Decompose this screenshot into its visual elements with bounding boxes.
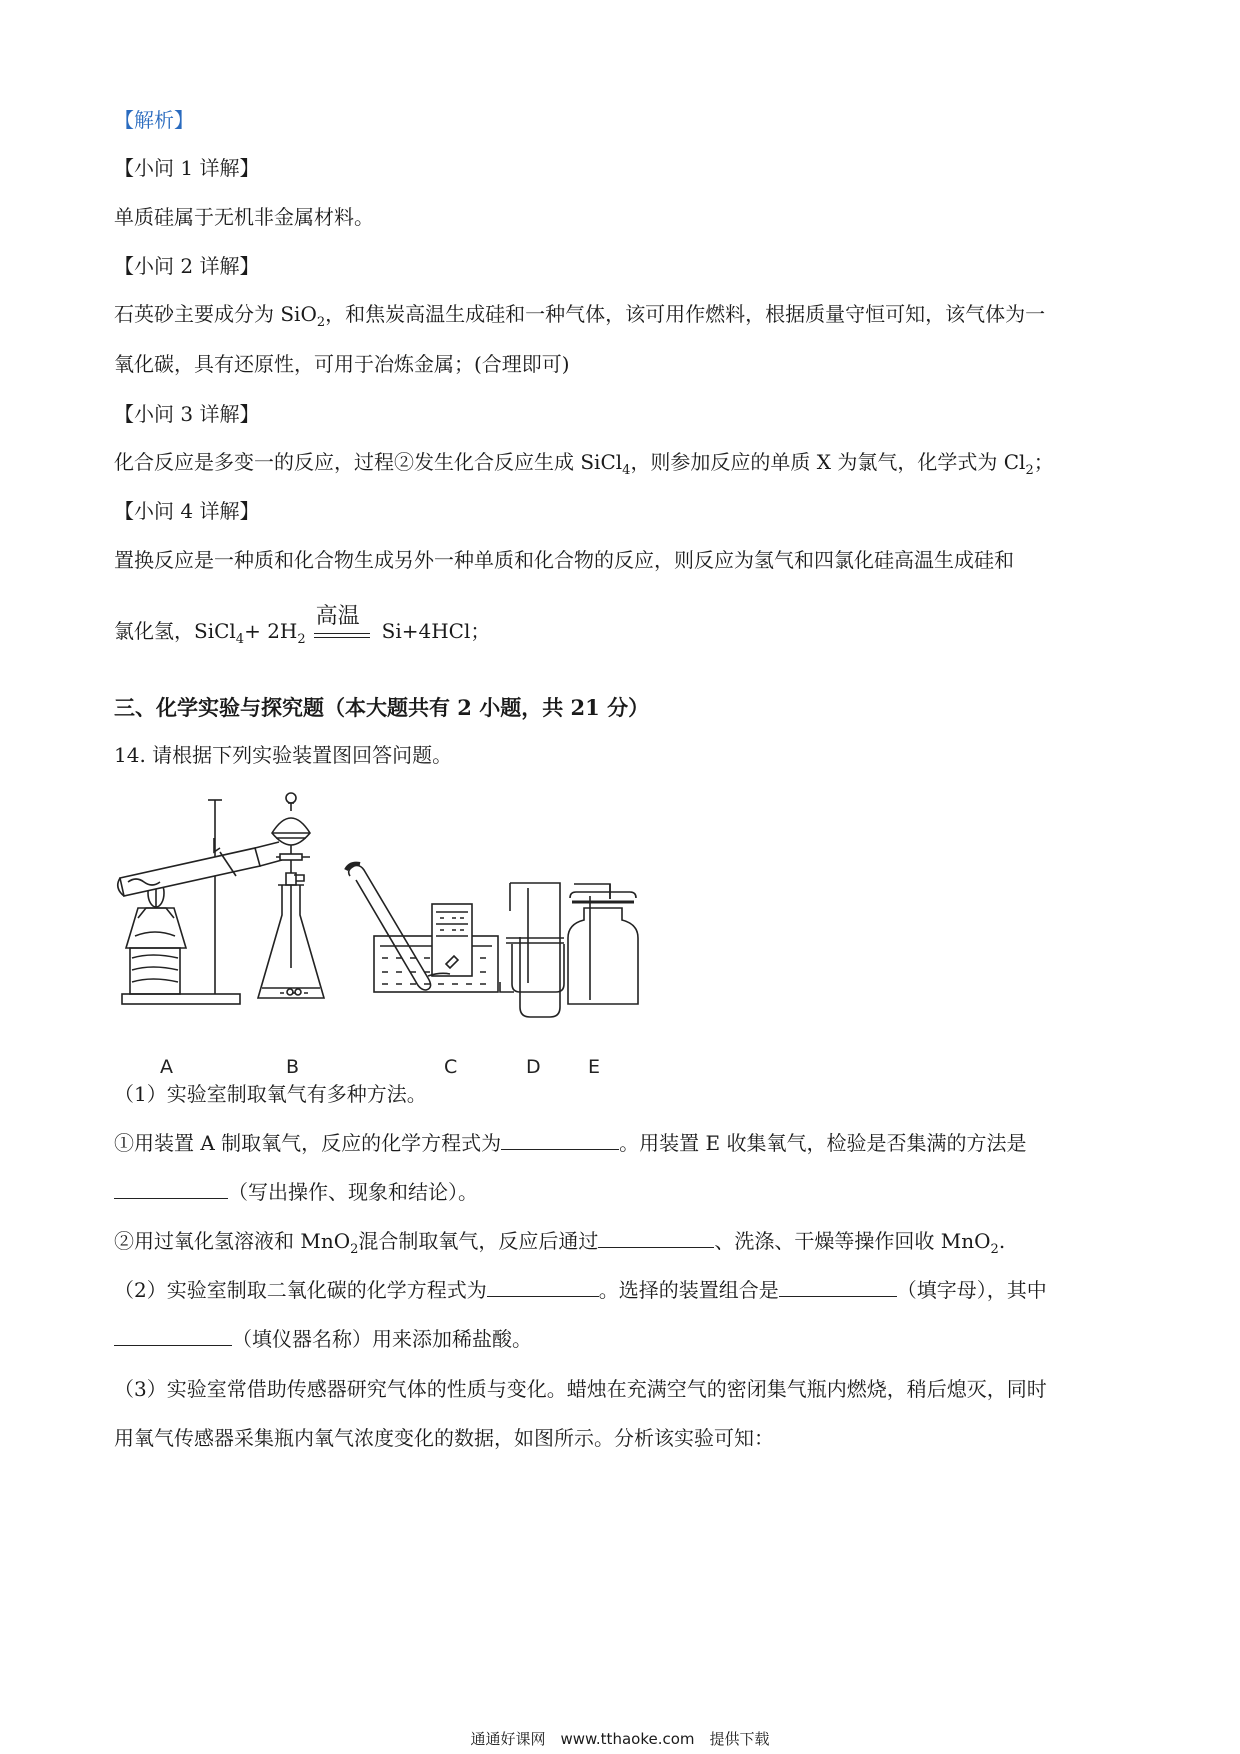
q14-part2: （2）实验室制取二氧化碳的化学方程式为 。选择的装置组合是 （填字母），其中 xyxy=(114,1278,1047,1302)
reaction-condition: 高温 xyxy=(315,603,360,629)
sub2-paragraph-1: 石英砂主要成分为 SiO$_2$，和焦炭高温生成硅和一种气体，该可用作燃料，根据质量守恒可知，该气体为一 xyxy=(114,302,1046,330)
sub4-equation: 氯化氢，SiCl$_4$+ $2H_2$ 高温 Si+4HCl； xyxy=(114,603,491,647)
page-footer: 通通好课网 www.tthaoke.com 提供下载 xyxy=(470,1730,770,1748)
answer-blank-1[interactable] xyxy=(501,1129,619,1150)
section-heading: 三、化学实验与探究题（本大题共有 2 小题，共 21 分） xyxy=(114,695,650,720)
sub3-paragraph: 化合反应是多变一的反应，过程②发生化合反应生成 SiCl$_4$，则参加反应的单质 X 为氯气，化学式为 $Cl_2$； xyxy=(114,450,1054,478)
q14-part2-cont: （填仪器名称）用来添加稀盐酸。 xyxy=(114,1325,532,1353)
answer-blank-4[interactable] xyxy=(487,1276,599,1297)
apparatus-c xyxy=(346,864,498,992)
sub4-paragraph-1: 置换反应是一种质和化合物生成另外一种单质和化合物的反应，则反应为氢气和四氯化硅高温生成硅和 xyxy=(114,548,1014,572)
analysis-tag: 【解析】 xyxy=(114,108,194,132)
answer-blank-3[interactable] xyxy=(598,1227,714,1248)
sub2-title: 【小问 2 详解】 xyxy=(114,254,260,278)
q14-part3: （3）实验室常借助传感器研究气体的性质与变化。蜡烛在充满空气的密闭集气瓶内燃烧，稍后熄灭，同时 xyxy=(114,1377,1047,1401)
label-b: B xyxy=(286,1056,300,1078)
answer-blank-5[interactable] xyxy=(779,1276,897,1297)
answer-blank-6[interactable] xyxy=(114,1325,232,1346)
sub2-paragraph-2: 氧化碳，具有还原性，可用于冶炼金属；(合理即可) xyxy=(114,352,570,376)
label-c: C xyxy=(444,1056,458,1078)
sub3-title: 【小问 3 详解】 xyxy=(114,402,260,426)
q14-stem: 14. 请根据下列实验装置图回答问题。 xyxy=(114,743,453,767)
q14-part3-cont: 用氧气传感器采集瓶内氧气浓度变化的数据，如图所示。分析该实验可知： xyxy=(114,1426,774,1450)
apparatus-b xyxy=(258,793,324,998)
sub4-title: 【小问 4 详解】 xyxy=(114,499,260,523)
apparatus-diagram xyxy=(110,778,720,1078)
apparatus-d xyxy=(500,883,564,1017)
answer-blank-2[interactable] xyxy=(114,1178,228,1199)
q14-part1-a-cont: （写出操作、现象和结论）。 xyxy=(114,1178,478,1206)
sub1-title: 【小问 1 详解】 xyxy=(114,156,260,180)
label-e: E xyxy=(588,1056,601,1078)
sub1-text: 单质硅属于无机非金属材料。 xyxy=(114,205,374,229)
q14-part1-a: ①用装置 A 制取氧气，反应的化学方程式为 。用装置 E 收集氧气，检验是否集满的方法是 xyxy=(114,1131,1027,1155)
q14-part1: （1）实验室制取氧气有多种方法。 xyxy=(114,1082,427,1106)
label-a: A xyxy=(160,1056,173,1078)
apparatus-a xyxy=(118,800,282,1004)
q14-part1-b: ②用过氧化氢溶液和 MnO$_2$混合制取氧气，反应后通过 、洗涤、干燥等操作回收 MnO$_2$. xyxy=(114,1229,1006,1257)
label-d: D xyxy=(526,1056,541,1078)
apparatus-e xyxy=(568,884,638,1004)
reaction-arrow xyxy=(314,603,374,647)
